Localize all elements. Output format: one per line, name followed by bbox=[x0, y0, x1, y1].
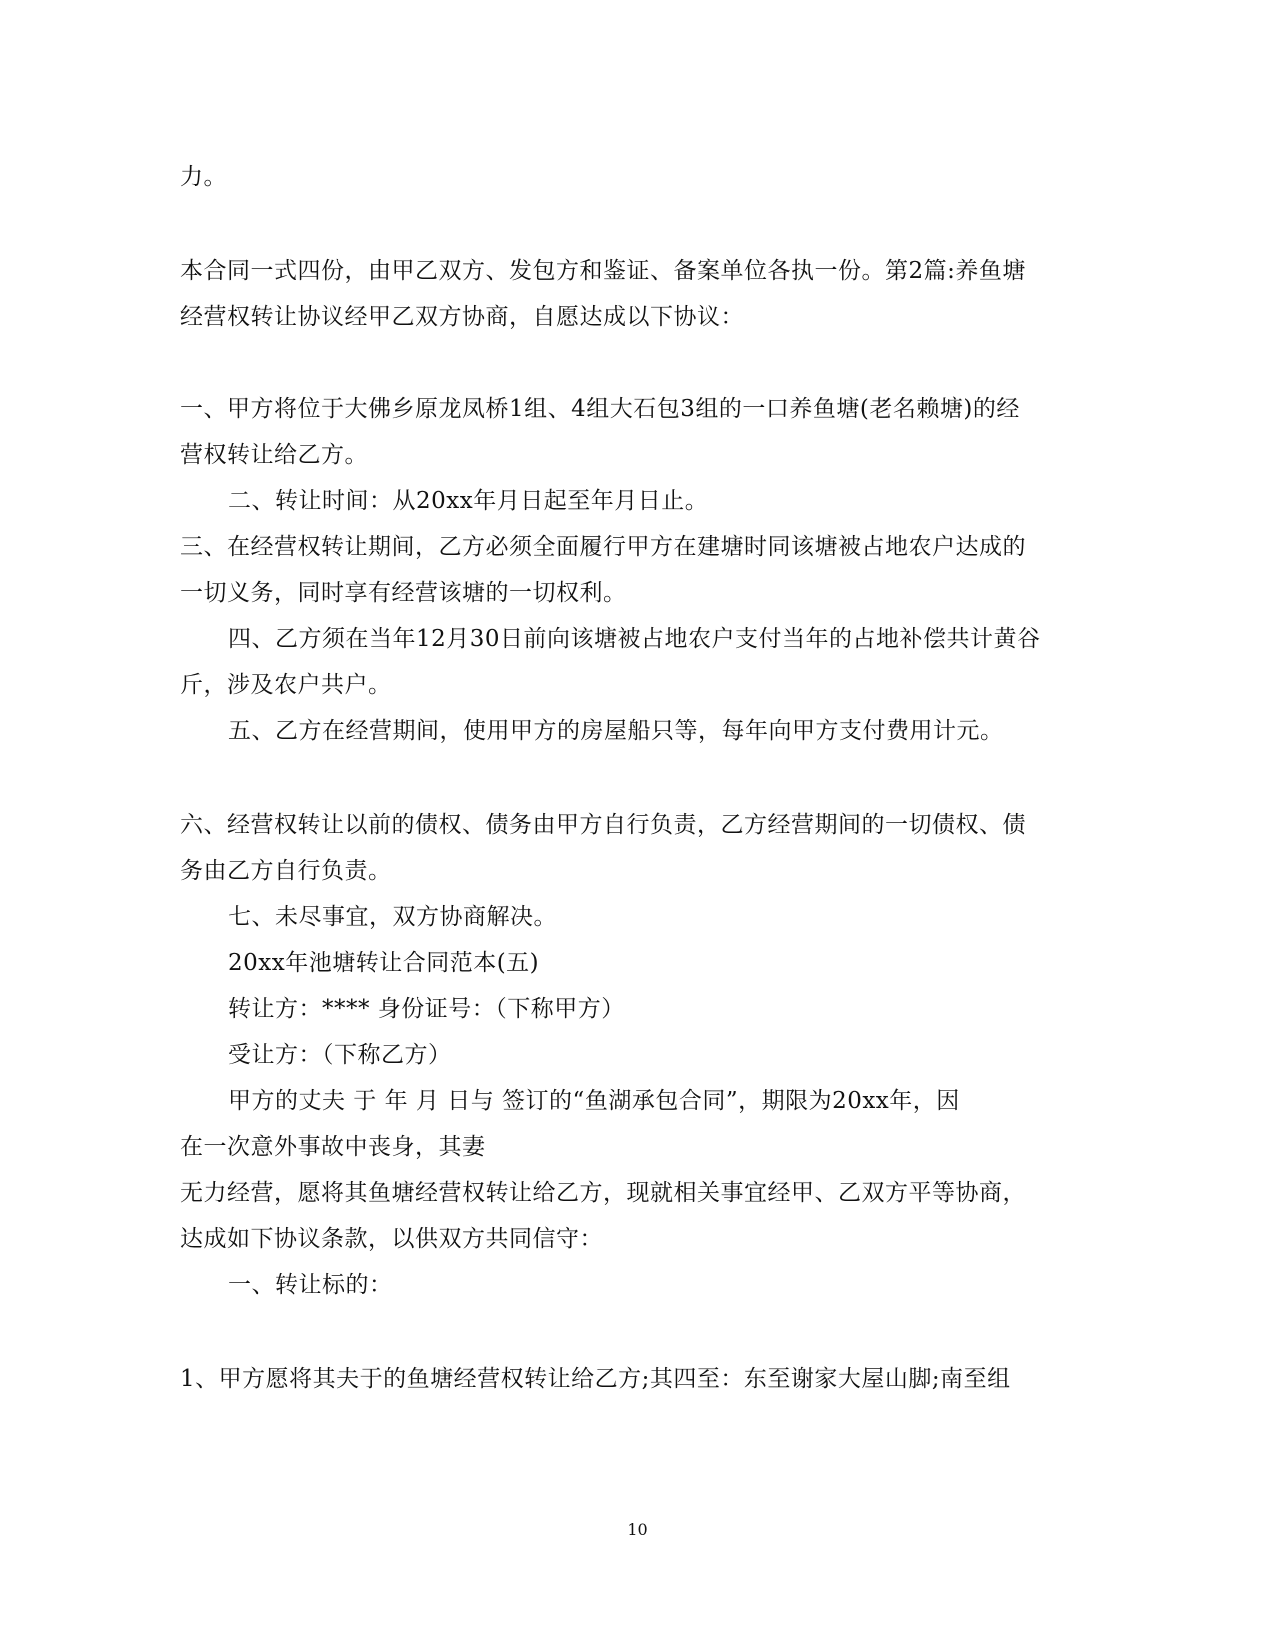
text-line: 1、甲方愿将其夫于的鱼塘经营权转让给乙方;其四至：东至谢家大屋山脚;南至组 bbox=[180, 1366, 1011, 1392]
text-line: 务由乙方自行负责。 bbox=[180, 858, 392, 884]
text-line: 斤，涉及农户共户。 bbox=[180, 672, 392, 698]
text-line: 五、乙方在经营期间，使用甲方的房屋船只等，每年向甲方支付费用计元。 bbox=[228, 718, 1004, 744]
text-line: 七、未尽事宜，双方协商解决。 bbox=[228, 904, 557, 930]
text-line: 经营权转让协议经甲乙双方协商，自愿达成以下协议： bbox=[180, 304, 744, 330]
text-line: 在一次意外事故中丧身，其妻 bbox=[180, 1134, 486, 1160]
text-line: 受让方：（下称乙方） bbox=[228, 1042, 452, 1068]
text-line: 二、转让时间：从20xx年月日起至年月日止。 bbox=[228, 488, 709, 514]
text-line: 一、甲方将位于大佛乡原龙凤桥1组、4组大石包3组的一口养鱼塘(老名赖塘)的经 bbox=[180, 396, 1020, 422]
text-line: 三、在经营权转让期间，乙方必须全面履行甲方在建塘时同该塘被占地农户达成的 bbox=[180, 534, 1026, 560]
text-line: 达成如下协议条款，以供双方共同信守： bbox=[180, 1226, 603, 1252]
text-line: 20xx年池塘转让合同范本(五) bbox=[228, 950, 540, 976]
text-line: 营权转让给乙方。 bbox=[180, 442, 368, 468]
text-line: 一切义务，同时享有经营该塘的一切权利。 bbox=[180, 580, 627, 606]
page-number: 10 bbox=[627, 1520, 648, 1539]
text-line: 力。 bbox=[180, 164, 227, 190]
text-line: 甲方的丈夫 于 年 月 日与 签订的“鱼湖承包合同”，期限为20xx年，因 bbox=[228, 1088, 960, 1114]
text-line: 四、乙方须在当年12月30日前向该塘被占地农户支付当年的占地补偿共计黄谷 bbox=[228, 626, 1041, 652]
text-line: 转让方：**** 身份证号：（下称甲方） bbox=[228, 996, 625, 1022]
text-line: 本合同一式四份，由甲乙双方、发包方和鉴证、备案单位各执一份。第2篇:养鱼塘 bbox=[180, 258, 1026, 284]
text-line: 一、转让标的： bbox=[228, 1272, 393, 1298]
text-line: 六、经营权转让以前的债权、债务由甲方自行负责，乙方经营期间的一切债权、债 bbox=[180, 812, 1026, 838]
text-line: 无力经营，愿将其鱼塘经营权转让给乙方，现就相关事宜经甲、乙双方平等协商， bbox=[180, 1180, 1026, 1206]
